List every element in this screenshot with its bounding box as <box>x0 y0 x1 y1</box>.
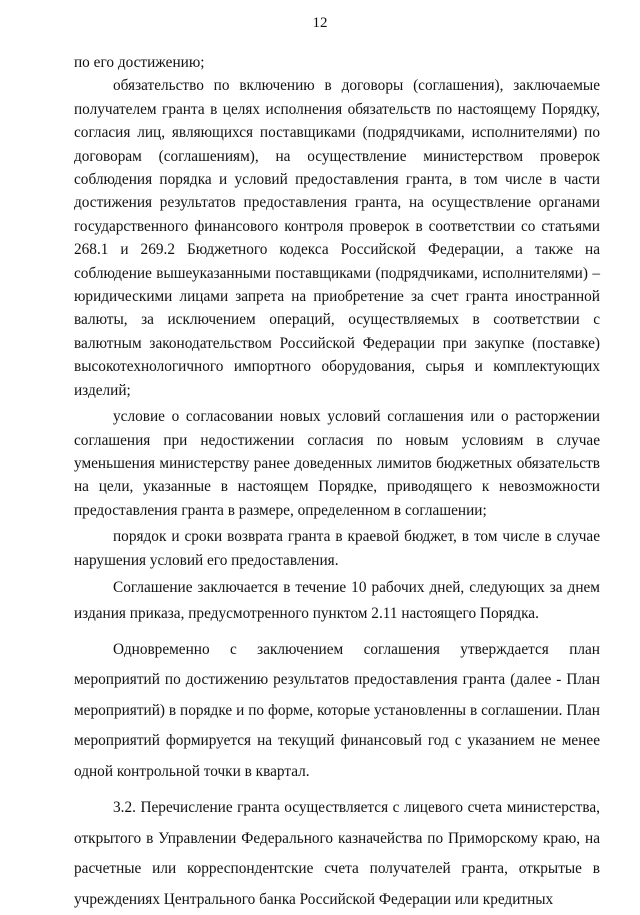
paragraph-action-plan: Одновременно с заключением соглашения утверждается план мероприятий по достижению результатов предоставления гранта (далее - План мероприятий) в порядке и по форме, которые установленны в соглашении. План мероприятий формируется на текущий финансовый год с указанием не менее одной контрольной точки в квартал. <box>74 640 600 780</box>
paragraph-3-2-transfer: 3.2. Перечисление гранта осуществляется с лицевого счета министерства, открытого в Управлении Федерального казначейства по Приморскому краю, на расчетные или корреспондентские счета получателей гранта, открытые в учреждениях Центрального банка Российской Федерации или кредитных <box>74 799 600 908</box>
paragraph-agreement-term: Соглашение заключается в течение 10 рабочих дней, следующих за днем издания приказа, предусмотренного пунктом 2.11 настоящего Порядка. <box>74 578 600 623</box>
paragraph-obligation-consent: обязательство по включению в договоры (соглашения), заключаемые получателем гранта в целях исполнения обязательств по настоящему Порядку, согласия лиц, являющихся поставщиками (подрядчиками, исполнителями) по договорам (соглашениям), на осуществление министерством проверок соблюдения порядка и условий предоставления гранта, в том числе в части достижения результатов предоставления гранта, на осуществление органами государственного финансового контроля проверок в соответствии со статьями 268.1 и 269.2 Бюджетного кодекса Российской Федерации, а также на соблюдение вышеуказанными поставщиками (подрядчиками, исполнителями) – юридическими лицами запрета на приобретение за счет гранта иностранной валюты, за исключением операций, осуществляемых в соответствии с валютным законодательством Российской Федерации при закупке (поставке) высокотехнологичного импортного оборудования, сырья и комплектующих изделий; <box>74 77 600 399</box>
paragraph-new-conditions: условие о согласовании новых условий соглашения или о расторжении соглашения при недостижении согласия по новым условиям в случае уменьшения министерству ранее доведенных лимитов бюджетных обязательств на цели, указанные в настоящем Порядке, приводящего к невозможности предоставления гранта в размере, определенном в соглашении; <box>74 408 600 519</box>
paragraph-grant-return: порядок и сроки возврата гранта в краевой бюджет, в том числе в случае нарушения условий его предоставления. <box>74 528 600 569</box>
paragraph-continuation: по его достижению; <box>74 54 205 71</box>
page-number: 12 <box>312 15 328 31</box>
document-body <box>74 51 600 915</box>
